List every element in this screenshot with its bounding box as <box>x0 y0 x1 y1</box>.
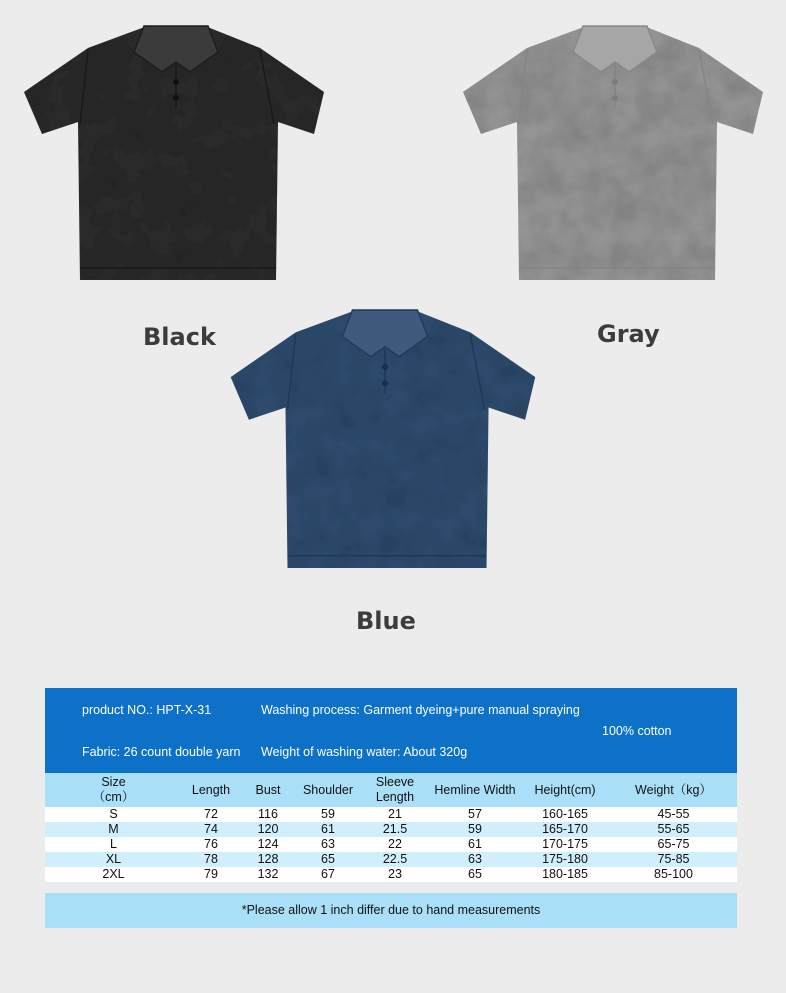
washing-weight: Weight of washing water: About 320g <box>261 745 468 759</box>
table-cell: 61 <box>296 822 360 837</box>
color-label-blue: Blue <box>356 607 416 635</box>
table-row <box>45 837 737 852</box>
table-cell: 65 <box>296 852 360 867</box>
column-header: Weight（kg） <box>610 773 737 807</box>
table-cell: 65-75 <box>610 837 737 852</box>
table-cell: 124 <box>240 837 296 852</box>
color-label-black: Black <box>143 323 216 351</box>
table-cell: 63 <box>296 837 360 852</box>
column-header: Height(cm) <box>520 773 610 807</box>
column-header: Length <box>182 773 240 807</box>
table-cell: 61 <box>430 837 520 852</box>
size-table-header <box>45 773 737 807</box>
table-cell: 78 <box>182 852 240 867</box>
table-cell: 59 <box>296 807 360 822</box>
table-cell: 74 <box>182 822 240 837</box>
table-row <box>45 867 737 882</box>
product-number: product NO.: HPT-X-31 <box>82 703 212 717</box>
column-header: Hemline Width <box>430 773 520 807</box>
table-cell: 180-185 <box>520 867 610 882</box>
measurement-note: *Please allow 1 inch differ due to hand measurements <box>45 893 737 928</box>
table-cell: 57 <box>430 807 520 822</box>
table-cell: 75-85 <box>610 852 737 867</box>
table-cell: L <box>45 837 182 852</box>
table-cell: 21 <box>360 807 430 822</box>
table-cell: 160-165 <box>520 807 610 822</box>
column-header: Sleeve Length <box>360 773 430 807</box>
table-cell: 22.5 <box>360 852 430 867</box>
table-cell: 21.5 <box>360 822 430 837</box>
black-shirt-image <box>22 22 332 284</box>
table-row <box>45 852 737 867</box>
column-header: Bust <box>240 773 296 807</box>
blue-shirt-image <box>222 306 550 572</box>
table-cell: 22 <box>360 837 430 852</box>
material: 100% cotton <box>602 724 672 738</box>
table-cell: S <box>45 807 182 822</box>
table-cell: 165-170 <box>520 822 610 837</box>
column-header: Size （cm） <box>45 773 182 807</box>
gray-shirt-image <box>455 22 777 284</box>
color-label-gray: Gray <box>597 320 660 348</box>
table-cell: 170-175 <box>520 837 610 852</box>
table-cell: 67 <box>296 867 360 882</box>
table-cell: 128 <box>240 852 296 867</box>
table-cell: 76 <box>182 837 240 852</box>
product-spec <box>45 688 737 928</box>
table-cell: 63 <box>430 852 520 867</box>
table-cell: 116 <box>240 807 296 822</box>
table-cell: 85-100 <box>610 867 737 882</box>
table-cell: 45-55 <box>610 807 737 822</box>
column-header: Shoulder <box>296 773 360 807</box>
table-cell: M <box>45 822 182 837</box>
fabric: Fabric: 26 count double yarn <box>82 745 241 759</box>
table-cell: 120 <box>240 822 296 837</box>
washing-process: Washing process: Garment dyeing+pure manual spraying <box>261 703 580 717</box>
table-cell: 23 <box>360 867 430 882</box>
table-row <box>45 822 737 837</box>
spec-header <box>45 688 737 773</box>
table-cell: XL <box>45 852 182 867</box>
size-table <box>45 773 737 882</box>
table-cell: 59 <box>430 822 520 837</box>
table-cell: 2XL <box>45 867 182 882</box>
table-cell: 72 <box>182 807 240 822</box>
table-cell: 175-180 <box>520 852 610 867</box>
table-cell: 79 <box>182 867 240 882</box>
table-cell: 65 <box>430 867 520 882</box>
table-row <box>45 807 737 822</box>
table-cell: 55-65 <box>610 822 737 837</box>
table-cell: 132 <box>240 867 296 882</box>
